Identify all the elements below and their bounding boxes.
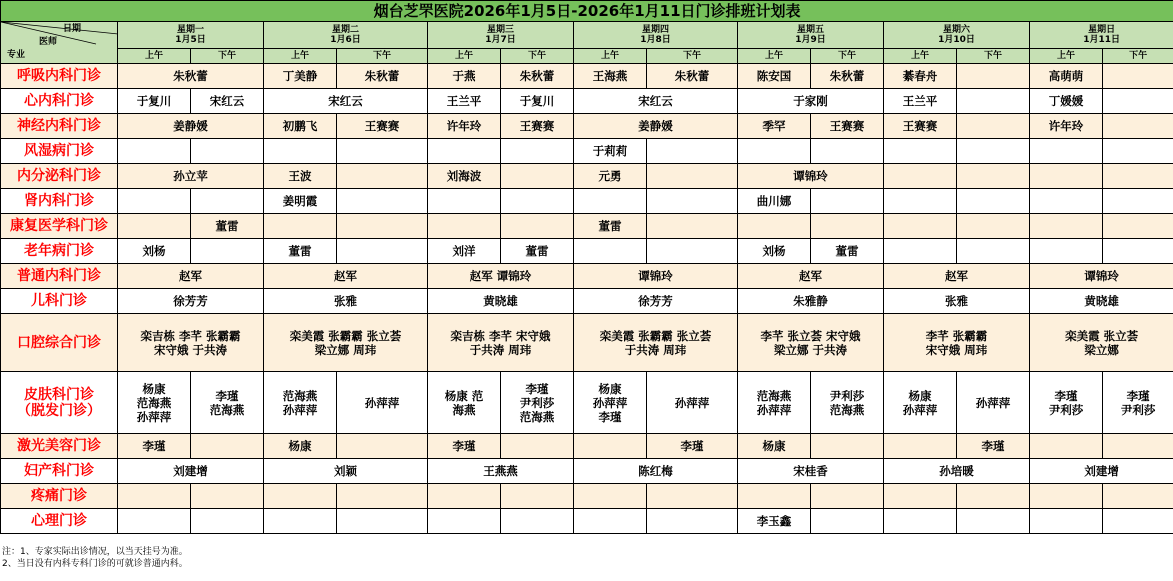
schedule-cell: 朱秋蕾 <box>118 64 264 89</box>
schedule-cell: 许年玲 <box>1030 114 1103 139</box>
schedule-cell: 王燕燕 <box>428 459 574 484</box>
schedule-cell: 姜静媛 <box>118 114 264 139</box>
schedule-cell: 王波 <box>264 164 337 189</box>
schedule-cell <box>574 189 647 214</box>
schedule-cell: 徐芳芳 <box>574 289 738 314</box>
schedule-cell <box>957 164 1030 189</box>
weekday-label: 星期六 <box>942 25 970 35</box>
date-label: 1月6日 <box>330 35 361 45</box>
pm-label: 下午 <box>811 49 884 64</box>
department-name: 心理门诊 <box>1 509 118 534</box>
schedule-cell: 黄晓雄 <box>1030 289 1173 314</box>
schedule-cell: 王赛赛 <box>501 114 574 139</box>
schedule-cell: 许年玲 <box>428 114 501 139</box>
schedule-cell <box>574 239 647 264</box>
schedule-row <box>1 459 1173 484</box>
schedule-cell: 李瑾 <box>118 434 191 459</box>
department-name: 妇产科门诊 <box>1 459 118 484</box>
schedule-cell: 宋红云 <box>191 89 264 114</box>
schedule-cell: 杨康 孙萍萍 李瑾 <box>574 372 647 434</box>
schedule-cell <box>1030 239 1103 264</box>
schedule-cell: 李瑾 <box>957 434 1030 459</box>
schedule-cell: 王兰平 <box>428 89 501 114</box>
date-label: 1月11日 <box>1083 35 1120 45</box>
schedule-row <box>1 314 1173 372</box>
schedule-cell: 孙萍萍 <box>957 372 1030 434</box>
schedule-row <box>1 509 1173 534</box>
schedule-cell <box>191 239 264 264</box>
schedule-cell <box>428 484 501 509</box>
schedule-cell <box>337 164 428 189</box>
schedule-cell <box>738 214 811 239</box>
schedule-cell: 董雷 <box>191 214 264 239</box>
schedule-cell: 赵军 <box>264 264 428 289</box>
schedule-cell <box>428 214 501 239</box>
schedule-cell: 栾美霞 张立荟 梁立娜 <box>1030 314 1173 372</box>
schedule-cell <box>118 509 191 534</box>
page-title: 烟台芝罘医院2026年1月5日-2026年1月11日门诊排班计划表 <box>1 1 1173 22</box>
schedule-cell <box>118 484 191 509</box>
department-name: 风湿病门诊 <box>1 139 118 164</box>
schedule-cell: 于复川 <box>501 89 574 114</box>
footnote-1: 注：1、专家实际出诊情况，以当天挂号为准。 <box>2 547 188 557</box>
schedule-row <box>1 64 1173 89</box>
schedule-cell <box>118 189 191 214</box>
schedule-cell <box>574 509 647 534</box>
schedule-cell: 孙立苹 <box>118 164 264 189</box>
pm-label: 下午 <box>337 49 428 64</box>
schedule-row <box>1 164 1173 189</box>
schedule-cell: 李瑾 范海燕 <box>191 372 264 434</box>
schedule-cell <box>957 64 1030 89</box>
schedule-cell <box>738 484 811 509</box>
schedule-cell: 杨康 <box>264 434 337 459</box>
schedule-row <box>1 189 1173 214</box>
schedule-cell <box>501 189 574 214</box>
schedule-cell <box>647 189 738 214</box>
schedule-cell: 朱雅静 <box>738 289 884 314</box>
schedule-cell <box>884 214 957 239</box>
schedule-cell <box>1103 434 1173 459</box>
schedule-cell <box>1103 139 1173 164</box>
pm-label: 下午 <box>191 49 264 64</box>
schedule-cell: 李瑾 尹利莎 范海燕 <box>501 372 574 434</box>
schedule-cell: 王海燕 <box>574 64 647 89</box>
department-name: 口腔综合门诊 <box>1 314 118 372</box>
day-header-2 <box>264 22 428 49</box>
department-name: 神经内科门诊 <box>1 114 118 139</box>
schedule-cell <box>264 214 337 239</box>
schedule-cell <box>957 484 1030 509</box>
schedule-cell <box>738 139 811 164</box>
schedule-cell: 朱秋蕾 <box>647 64 738 89</box>
schedule-cell <box>884 164 957 189</box>
schedule-row <box>1 372 1173 434</box>
schedule-cell <box>957 189 1030 214</box>
schedule-cell <box>191 189 264 214</box>
schedule-cell <box>957 89 1030 114</box>
schedule-cell: 杨康 孙萍萍 <box>884 372 957 434</box>
pm-label: 下午 <box>957 49 1030 64</box>
schedule-cell <box>337 434 428 459</box>
schedule-cell: 谭锦玲 <box>738 164 884 189</box>
schedule-cell <box>337 484 428 509</box>
schedule-cell <box>118 139 191 164</box>
schedule-cell: 刘洋 <box>428 239 501 264</box>
schedule-cell <box>337 139 428 164</box>
schedule-cell <box>264 509 337 534</box>
schedule-cell: 谭锦玲 <box>574 264 738 289</box>
schedule-cell <box>501 509 574 534</box>
schedule-cell <box>1030 164 1103 189</box>
header-corner <box>1 22 118 64</box>
schedule-cell: 姜明霞 <box>264 189 337 214</box>
schedule-cell: 綦春舟 <box>884 64 957 89</box>
schedule-cell <box>811 484 884 509</box>
schedule-cell <box>884 189 957 214</box>
schedule-cell <box>1103 89 1173 114</box>
schedule-cell: 董雷 <box>811 239 884 264</box>
schedule-cell <box>647 139 738 164</box>
weekday-label: 星期一 <box>176 25 204 35</box>
corner-specialty-label: 专业 <box>7 50 26 60</box>
date-label: 1月10日 <box>938 35 975 45</box>
weekday-label: 星期三 <box>486 25 514 35</box>
schedule-cell <box>1103 239 1173 264</box>
schedule-cell <box>337 239 428 264</box>
corner-date-label: 日期 <box>63 24 82 34</box>
department-name: 儿科门诊 <box>1 289 118 314</box>
schedule-cell: 董雷 <box>574 214 647 239</box>
schedule-cell <box>574 434 647 459</box>
schedule-cell: 张雅 <box>264 289 428 314</box>
schedule-cell <box>1030 214 1103 239</box>
pm-label: 下午 <box>501 49 574 64</box>
schedule-cell: 王赛赛 <box>884 114 957 139</box>
schedule-cell: 刘杨 <box>738 239 811 264</box>
department-name: 内分泌科门诊 <box>1 164 118 189</box>
schedule-cell <box>574 484 647 509</box>
schedule-cell: 尹利莎 范海燕 <box>811 372 884 434</box>
schedule-cell <box>811 139 884 164</box>
schedule-cell: 赵军 <box>738 264 884 289</box>
department-name: 普通内科门诊 <box>1 264 118 289</box>
schedule-cell <box>1103 509 1173 534</box>
schedule-cell <box>264 139 337 164</box>
schedule-cell: 李瑾 <box>428 434 501 459</box>
schedule-cell <box>957 139 1030 164</box>
schedule-cell: 王赛赛 <box>811 114 884 139</box>
schedule-cell: 曲川娜 <box>738 189 811 214</box>
schedule-cell <box>884 509 957 534</box>
schedule-cell: 宋桂香 <box>738 459 884 484</box>
schedule-cell <box>647 484 738 509</box>
schedule-cell: 李芊 张立荟 宋守娥 梁立娜 于共涛 <box>738 314 884 372</box>
schedule-cell <box>884 139 957 164</box>
schedule-cell <box>811 509 884 534</box>
department-name: 心内科门诊 <box>1 89 118 114</box>
department-name: 皮肤科门诊 （脱发门诊） <box>1 372 118 434</box>
schedule-cell: 宋红云 <box>264 89 428 114</box>
am-pm-header-row <box>1 49 1173 64</box>
schedule-cell: 初鹏飞 <box>264 114 337 139</box>
schedule-cell <box>1103 164 1173 189</box>
department-name: 康复医学科门诊 <box>1 214 118 239</box>
schedule-cell: 栾美霞 张霸霸 张立荟 于共涛 周玮 <box>574 314 738 372</box>
schedule-cell <box>1103 189 1173 214</box>
schedule-cell: 赵军 <box>884 264 1030 289</box>
schedule-cell: 刘海波 <box>428 164 501 189</box>
schedule-cell: 刘颖 <box>264 459 428 484</box>
schedule-cell <box>811 214 884 239</box>
schedule-cell <box>811 434 884 459</box>
weekday-label: 星期五 <box>796 25 824 35</box>
date-label: 1月7日 <box>485 35 516 45</box>
schedule-cell: 元勇 <box>574 164 647 189</box>
weekday-label: 星期日 <box>1088 25 1116 35</box>
schedule-cell <box>264 484 337 509</box>
schedule-cell: 朱秋蕾 <box>811 64 884 89</box>
schedule-cell: 宋红云 <box>574 89 738 114</box>
schedule-cell: 刘建增 <box>1030 459 1173 484</box>
department-name: 激光美容门诊 <box>1 434 118 459</box>
schedule-cell <box>811 189 884 214</box>
schedule-cell: 杨康 范 海燕 <box>428 372 501 434</box>
schedule-cell <box>1030 509 1103 534</box>
schedule-cell: 李瑾 尹利莎 <box>1103 372 1173 434</box>
schedule-cell: 谭锦玲 <box>1030 264 1173 289</box>
am-label: 上午 <box>428 49 501 64</box>
date-label: 1月8日 <box>640 35 671 45</box>
schedule-cell <box>647 239 738 264</box>
schedule-cell: 刘建增 <box>118 459 264 484</box>
schedule-cell <box>191 484 264 509</box>
schedule-cell <box>1103 484 1173 509</box>
day-header-4 <box>574 22 738 49</box>
am-label: 上午 <box>884 49 957 64</box>
schedule-cell: 范海燕 孙萍萍 <box>738 372 811 434</box>
schedule-cell <box>428 189 501 214</box>
schedule-cell <box>957 239 1030 264</box>
day-header-6 <box>884 22 1030 49</box>
am-label: 上午 <box>574 49 647 64</box>
schedule-cell: 董雷 <box>264 239 337 264</box>
schedule-cell: 李瑾 尹利莎 <box>1030 372 1103 434</box>
day-header-7 <box>1030 22 1173 49</box>
schedule-cell <box>884 239 957 264</box>
schedule-cell: 王兰平 <box>884 89 957 114</box>
schedule-cell: 孙萍萍 <box>647 372 738 434</box>
pm-label: 下午 <box>1103 49 1173 64</box>
am-label: 上午 <box>118 49 191 64</box>
schedule-cell: 陈红梅 <box>574 459 738 484</box>
schedule-cell <box>501 139 574 164</box>
schedule-cell: 杨康 范海燕 孙萍萍 <box>118 372 191 434</box>
schedule-cell <box>118 214 191 239</box>
schedule-cell <box>957 114 1030 139</box>
schedule-cell: 李瑾 <box>647 434 738 459</box>
day-header-3 <box>428 22 574 49</box>
schedule-cell <box>337 189 428 214</box>
schedule-cell: 栾美霞 张霸霸 张立荟 梁立娜 周玮 <box>264 314 428 372</box>
schedule-cell <box>501 164 574 189</box>
footnote-2: 2、当日没有内科专科门诊的可就诊普通内科。 <box>2 559 188 569</box>
schedule-row <box>1 89 1173 114</box>
schedule-cell <box>337 214 428 239</box>
schedule-cell: 栾吉栋 李芊 宋守娥 于共涛 周玮 <box>428 314 574 372</box>
schedule-cell: 黄晓雄 <box>428 289 574 314</box>
am-label: 上午 <box>738 49 811 64</box>
schedule-cell <box>647 509 738 534</box>
am-label: 上午 <box>264 49 337 64</box>
schedule-cell: 姜静媛 <box>574 114 738 139</box>
schedule-cell <box>191 434 264 459</box>
schedule-cell: 李芊 张霸霸 宋守娥 周玮 <box>884 314 1030 372</box>
weekday-label: 星期二 <box>331 25 359 35</box>
schedule-row <box>1 114 1173 139</box>
date-label: 1月5日 <box>175 35 206 45</box>
schedule-cell <box>957 509 1030 534</box>
schedule-cell <box>191 139 264 164</box>
schedule-cell: 于燕 <box>428 64 501 89</box>
schedule-cell <box>501 214 574 239</box>
schedule-cell: 于莉莉 <box>574 139 647 164</box>
schedule-cell: 陈安国 <box>738 64 811 89</box>
schedule-row <box>1 484 1173 509</box>
schedule-cell <box>1103 114 1173 139</box>
am-label: 上午 <box>1030 49 1103 64</box>
schedule-cell: 张雅 <box>884 289 1030 314</box>
schedule-cell: 丁美静 <box>264 64 337 89</box>
pm-label: 下午 <box>647 49 738 64</box>
weekday-label: 星期四 <box>641 25 669 35</box>
schedule-row <box>1 214 1173 239</box>
schedule-cell <box>428 139 501 164</box>
day-header-1 <box>118 22 264 49</box>
schedule-cell <box>501 484 574 509</box>
schedule-cell <box>1103 214 1173 239</box>
schedule-cell: 赵军 <box>118 264 264 289</box>
department-name: 疼痛门诊 <box>1 484 118 509</box>
schedule-cell <box>884 484 957 509</box>
schedule-cell <box>501 434 574 459</box>
schedule-cell <box>647 214 738 239</box>
schedule-cell <box>1030 484 1103 509</box>
schedule-cell: 于复川 <box>118 89 191 114</box>
schedule-row <box>1 289 1173 314</box>
day-header-5 <box>738 22 884 49</box>
schedule-cell: 杨康 <box>738 434 811 459</box>
department-name: 老年病门诊 <box>1 239 118 264</box>
date-label: 1月9日 <box>795 35 826 45</box>
schedule-cell: 刘杨 <box>118 239 191 264</box>
schedule-cell <box>647 164 738 189</box>
schedule-cell <box>957 214 1030 239</box>
schedule-cell <box>337 509 428 534</box>
schedule-cell: 李玉鑫 <box>738 509 811 534</box>
schedule-cell: 季罕 <box>738 114 811 139</box>
schedule-cell: 董雷 <box>501 239 574 264</box>
day-header-row <box>1 22 1173 49</box>
schedule-cell <box>1030 434 1103 459</box>
schedule-row <box>1 264 1173 289</box>
schedule-cell <box>191 509 264 534</box>
schedule-row <box>1 239 1173 264</box>
schedule-cell: 栾吉栋 李芊 张霸霸 宋守娥 于共涛 <box>118 314 264 372</box>
schedule-cell: 孙萍萍 <box>337 372 428 434</box>
schedule-cell: 丁媛媛 <box>1030 89 1103 114</box>
title-row <box>1 1 1173 22</box>
department-name: 呼吸内科门诊 <box>1 64 118 89</box>
schedule-cell: 范海燕 孙萍萍 <box>264 372 337 434</box>
footnotes <box>2 546 188 570</box>
corner-doctor-label: 医师 <box>39 37 58 47</box>
schedule-cell: 王赛赛 <box>337 114 428 139</box>
schedule-row <box>1 434 1173 459</box>
schedule-cell <box>1030 139 1103 164</box>
department-name: 肾内科门诊 <box>1 189 118 214</box>
schedule-cell: 高萌萌 <box>1030 64 1103 89</box>
schedule-cell: 徐芳芳 <box>118 289 264 314</box>
schedule-cell <box>884 434 957 459</box>
schedule-cell: 朱秋蕾 <box>501 64 574 89</box>
schedule-cell <box>1030 189 1103 214</box>
schedule-cell: 赵军 谭锦玲 <box>428 264 574 289</box>
schedule-cell: 于家刚 <box>738 89 884 114</box>
schedule-cell <box>1103 64 1173 89</box>
schedule-cell: 朱秋蕾 <box>337 64 428 89</box>
schedule-cell: 孙培暖 <box>884 459 1030 484</box>
schedule-cell <box>428 509 501 534</box>
schedule-row <box>1 139 1173 164</box>
